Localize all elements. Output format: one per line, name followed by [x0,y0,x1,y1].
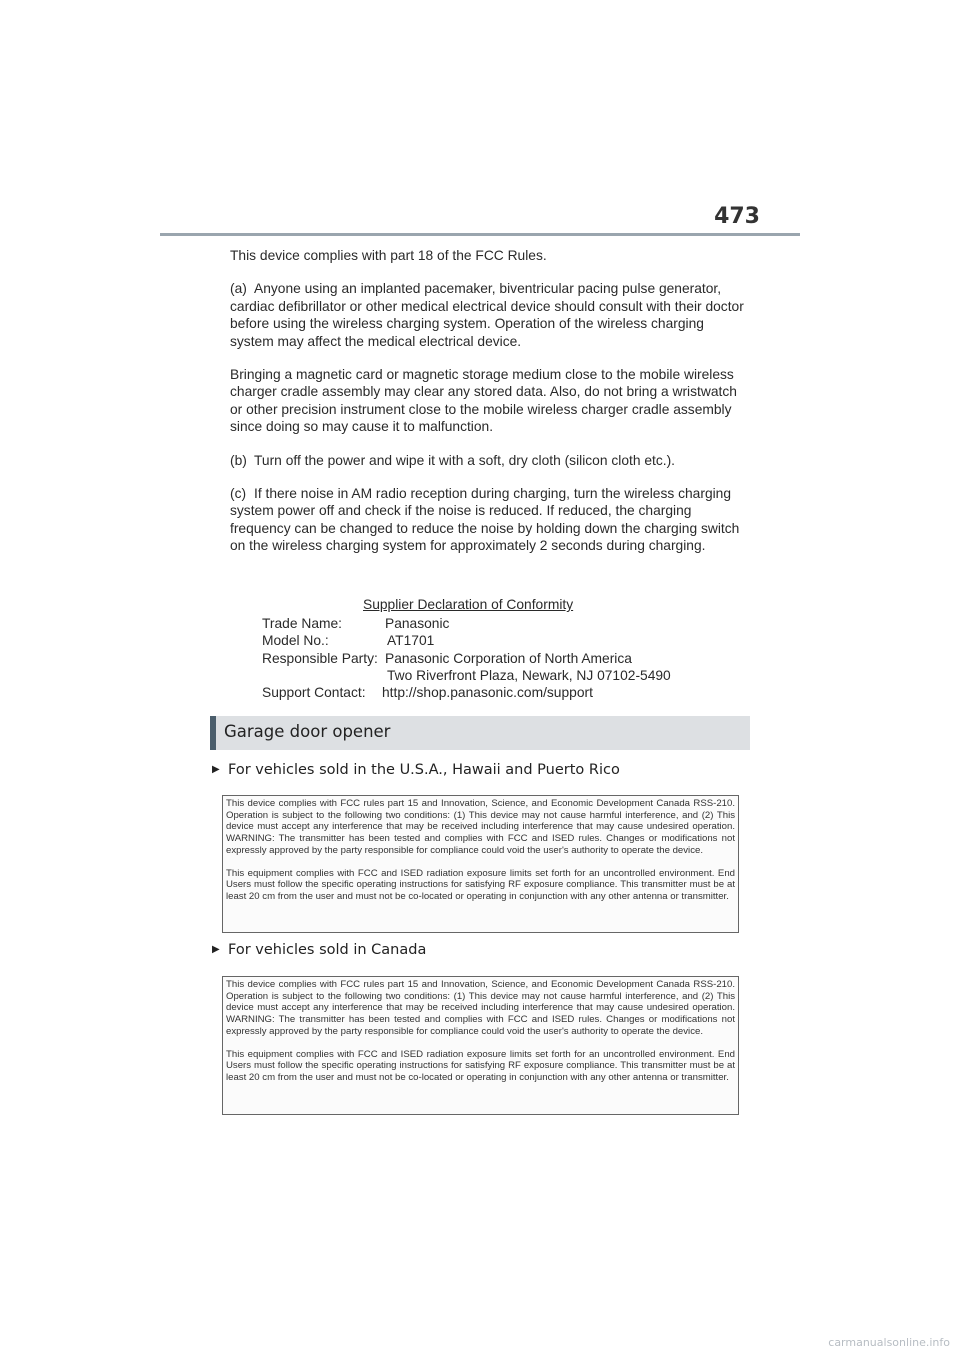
fcc18-magnetic-warning: Bringing a magnetic card or magnetic storage medium close to the mobile wireless charger cradle assembly may clear any stored data. Also, do not bring a wristwatch or other precision instrument close to the mobile wireless charger cradle assembly since doing so may cause it to malfunction. [230,367,737,435]
fcc18-item-c [230,485,750,555]
section-title: Garage door opener [224,722,391,741]
sdoc-party-row [262,650,632,667]
fcc18-intro: This device complies with part 18 of the FCC Rules. [230,248,547,263]
support-label: Support Contact: [262,685,366,700]
model-label: Model No.: [262,633,329,648]
sdoc-trade-name-row [262,615,450,632]
canada-bullet [212,942,426,958]
canada-notice-para2: This equipment complies with FCC and ISED radiation exposure limits set forth for an uncontrolled environment. End Users must follow the specific operating instructions for satisfying RF exposure compliance. This transmitter must be at least 20 cm from the user and must not be co-located or operating in conjunction with any other antenna or transmitter. [226,1048,735,1083]
item-c-text: If there noise in AM radio reception during charging, turn the wireless charging system power off and check if the noise is reduced. If reduced, the charging frequency can be changed to reduce the noise by holding down the charging switch on the wireless charging system for approximately 2 seconds during charging. [230,486,740,554]
sdoc-model-row [262,632,435,649]
usa-notice-para2: This equipment complies with FCC and ISED radiation exposure limits set forth for an uncontrolled environment. End Users must follow the specific operating instructions for satisfying RF exposure compliance. This transmitter must be at least 20 cm from the user and must not be co-located or operating in conjunction with any other antenna or transmitter. [226,867,735,902]
triangle-bullet-icon: ▶ [212,764,220,775]
sdoc-support-row [262,684,593,701]
section-header-bar [210,716,750,750]
sdoc-title: Supplier Declaration of Conformity [363,597,574,612]
canada-fcc-notice-box [222,976,739,1115]
trade-name-value: Panasonic [385,616,450,631]
item-b-text: Turn off the power and wipe it with a soft, dry cloth (silicon cloth etc.). [254,452,675,468]
item-b-label: (b) [230,452,247,468]
party-value-address: Two Riverfront Plaza, Newark, NJ 07102-5490 [387,668,671,683]
fcc18-item-b [230,452,750,469]
trade-name-label: Trade Name: [262,616,342,631]
canada-notice-para1: This device complies with FCC rules part 15 and Innovation, Science, and Economic Development Canada RSS-210. Operation is subject to the following two conditions: (1) This device may not cause harmful interference, and (2) This device must accept any interference that may be received including interference that may cause undesired operation. WARNING: The transmitter has been tested and complies with FCC and ISED rules. Changes or modifications not expressly approved by the party responsible for compliance could void the user's authority to operate the device. [226,979,735,1037]
item-a-label: (a) [230,281,247,297]
canada-bullet-text: For vehicles sold in Canada [228,942,427,958]
header-rule [160,233,800,236]
party-value-name: Panasonic Corporation of North America [385,651,632,666]
fcc18-item-a [230,280,750,350]
fcc-part18-notice [230,247,750,555]
item-a-text: Anyone using an implanted pacemaker, biventricular pacing pulse generator, cardiac defibrillator or other medical electrical device should consult with their doctor before using the wireless charging system. Operation of the wireless charging system may affect the medical electrical device. [230,281,744,349]
party-label: Responsible Party: [262,651,378,666]
usa-fcc-notice-box [222,795,739,933]
usa-bullet [212,762,620,778]
triangle-bullet-icon: ▶ [212,944,220,955]
page-number: 473 [714,204,760,229]
usa-notice-para1: This device complies with FCC rules part 15 and Innovation, Science, and Economic Development Canada RSS-210. Operation is subject to the following two conditions: (1) This device may not cause harmful interference, and (2) This device must accept any interference that may be received including interference that may cause undesired operation. WARNING: The transmitter has been tested and complies with FCC and ISED rules. Changes or modifications not expressly approved by the party responsible for compliance could void the user's authority to operate the device. [226,798,735,856]
usa-bullet-text: For vehicles sold in the U.S.A., Hawaii and Puerto Rico [228,762,620,778]
model-value: AT1701 [387,633,435,648]
support-value: http://shop.panasonic.com/support [382,685,593,700]
item-c-label: (c) [230,486,247,502]
watermark: carmanualsonline.info [828,1336,950,1349]
